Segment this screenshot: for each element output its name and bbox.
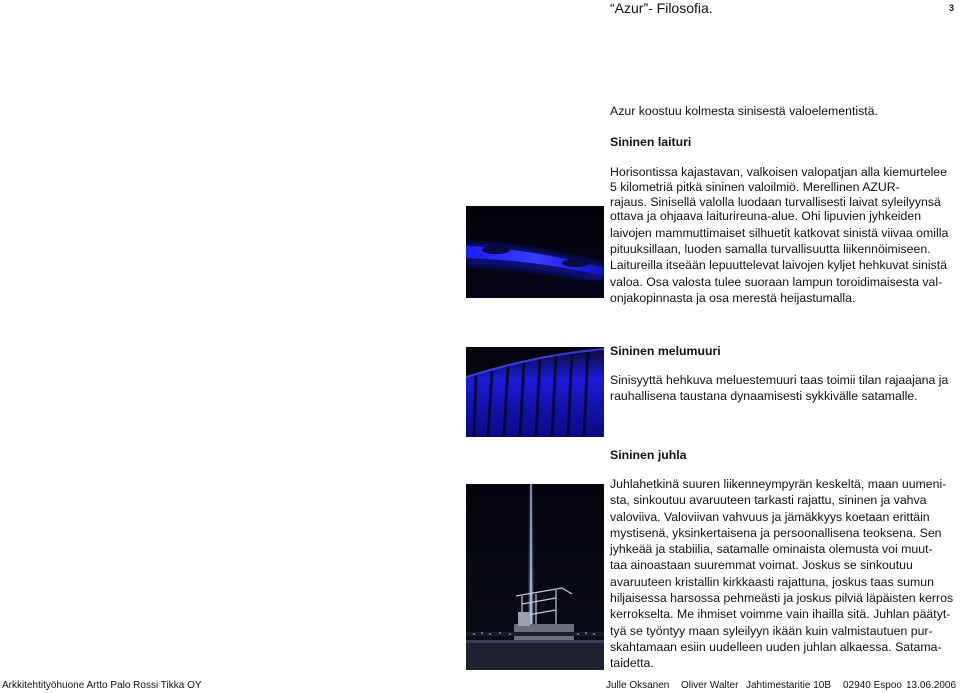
text-line: kerrokselta. Me ihmiset voimme vain ihailla sitä. Juhlan päätyt- (610, 607, 951, 622)
section-body-laituri (610, 165, 956, 306)
footer-name-1: Julle Oksanen (606, 680, 670, 691)
document-title: “Azur”- Filosofia. (610, 0, 713, 16)
text-line: rauhallisena taustana dynaamisesti sykkivälle satamalle. (610, 389, 918, 404)
text-line: Juhlahetkinä suuren liikenneympyrän keskeltä, maan uumeni- (610, 477, 947, 491)
footer-name-2: Oliver Walter (681, 680, 739, 691)
text-line: skahtamaan esiin uudelleen uuden juhlan alkaessa. Satama- (610, 639, 942, 654)
text-line: taidetta. (610, 656, 654, 671)
text-line: Laitureilla itseään lepuuttelevat laivojen kyljet hehkuvat sinistä (610, 258, 947, 273)
text-line: sta, sinkoutuu avaruuteen tarkasti rajattu, sininen ja vahva (610, 493, 927, 508)
footer-date: 13.06.2006 (906, 680, 957, 691)
text-line: tyä se työntyy maan syleilyyn ikään kuin valmistautuen pur- (610, 623, 933, 638)
text-line: hiljaisessa harsossa pehmeästi ja joskus pilviä läpäisten kerros (610, 591, 954, 606)
footer-company: Arkkitehtityöhuone Artto Palo Rossi Tikka OY (2, 680, 202, 691)
text-line: rajaus. Sinisellä valolla luodaan turvallisesti laivat syleilyynsä (610, 194, 941, 209)
text-line: onjakopinnasta ja osa merestä heijastumalla. (610, 290, 856, 305)
text-line: mystisenä, yksinkertaisena ja persoonallisena teoksena. Sen (610, 525, 942, 540)
text-line: 5 kilometriä pitkä sininen valoilmiö. Merellinen AZUR- (610, 179, 900, 194)
blue-pier-photo (466, 206, 604, 298)
text-line: jyhkeää ja stabiilia, satamalle ominaista olemusta voi muut- (610, 542, 933, 557)
section-heading-juhla: Sininen juhla (610, 448, 687, 462)
light-beam-photo (466, 484, 604, 670)
blue-wall-photo (466, 347, 604, 437)
section-body-melumuuri (610, 373, 956, 404)
text-line: avaruuteen kristallin kirkkaasti rajattuna, joskus taas sumun (610, 574, 934, 589)
section-heading-laituri: Sininen laituri (610, 135, 692, 149)
intro-text: Azur koostuu kolmesta sinisestä valoelementistä. (610, 104, 878, 118)
section-heading-melumuuri: Sininen melumuuri (610, 344, 721, 358)
text-line: laivojen mammuttimaiset silhuetit katkovat sinistä viivaa omilla (610, 225, 949, 240)
page-number: 3 (949, 3, 955, 13)
text-line: valoa. Osa valosta tulee suoraan lampun toroidimaisesta val- (610, 274, 943, 289)
footer-address: Jahtimestaritie 10B (746, 680, 832, 691)
text-line: ottava ja ohjaava laiturireuna-alue. Ohi lipuvien jyhkeiden (610, 209, 922, 224)
section-body-juhla (610, 477, 956, 671)
text-line: valoviiva. Valoviivan vahvuus ja jämäkkyys koetaan erittäin (610, 509, 930, 524)
footer-city: 02940 Espoo (843, 680, 902, 691)
text-line: pituuksillaan, luoden samalla turvallisuutta liikennöimiseen. (610, 241, 931, 256)
text-line: taa ainoastaan suuremmat voimat. Joskus se sinkoutuu (610, 558, 913, 573)
text-line: Sinisyyttä hehkuva meluestemuuri taas toimii tilan rajaajana ja (610, 373, 949, 387)
text-line: Horisontissa kajastavan, valkoisen valopatjan alla kiemurtelee (610, 165, 947, 179)
